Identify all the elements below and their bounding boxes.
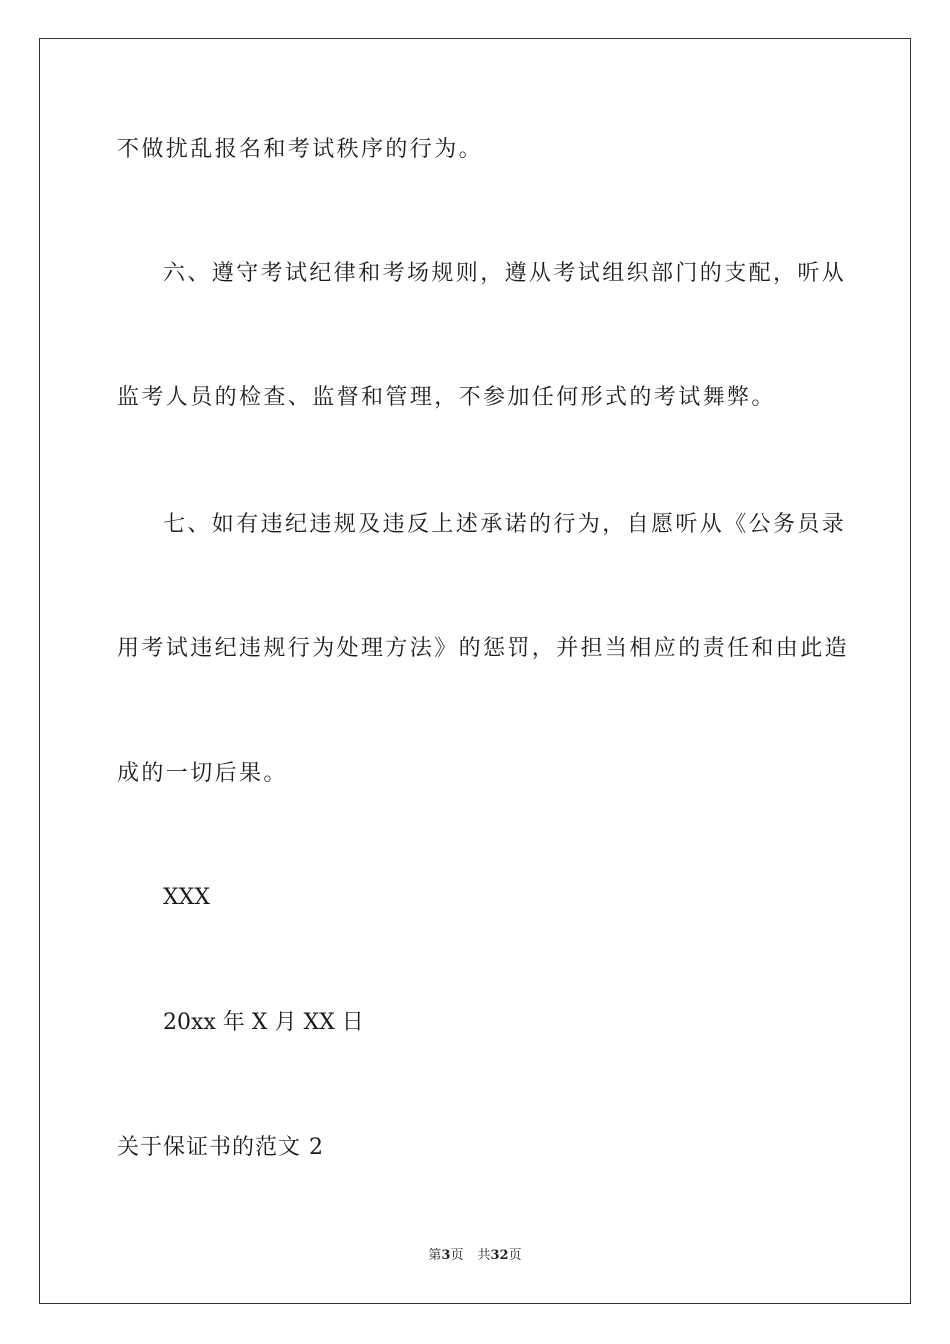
text-line: 用考试违纪违规行为处理方法》的惩罚，并担当相应的责任和由此造	[117, 636, 850, 661]
section-heading: 关于保证书的范文 2	[117, 1135, 324, 1160]
footer-total-prefix: 共	[477, 1248, 491, 1263]
signature-name: XXX	[163, 885, 210, 910]
text-line: 不做扰乱报名和考试秩序的行为。	[117, 137, 484, 162]
footer-page-suffix: 页	[450, 1248, 464, 1263]
footer-page-number: 3	[441, 1248, 451, 1263]
footer-page-prefix: 第	[428, 1248, 442, 1263]
signature-date: 20xx 年 X 月 XX 日	[163, 1010, 364, 1035]
text-line: 七、如有违纪违规及违反上述承诺的行为，自愿听从《公务员录	[163, 512, 847, 537]
text-line: 六、遵守考试纪律和考场规则，遵从考试组织部门的支配，听从	[163, 261, 847, 286]
footer-total-pages: 32	[490, 1248, 509, 1263]
page-footer	[0, 1247, 950, 1265]
text-line: 监考人员的检查、监督和管理，不参加任何形式的考试舞弊。	[117, 385, 776, 410]
page-border	[39, 38, 911, 1304]
footer-total-suffix: 页	[508, 1248, 522, 1263]
text-line: 成的一切后果。	[117, 761, 288, 786]
